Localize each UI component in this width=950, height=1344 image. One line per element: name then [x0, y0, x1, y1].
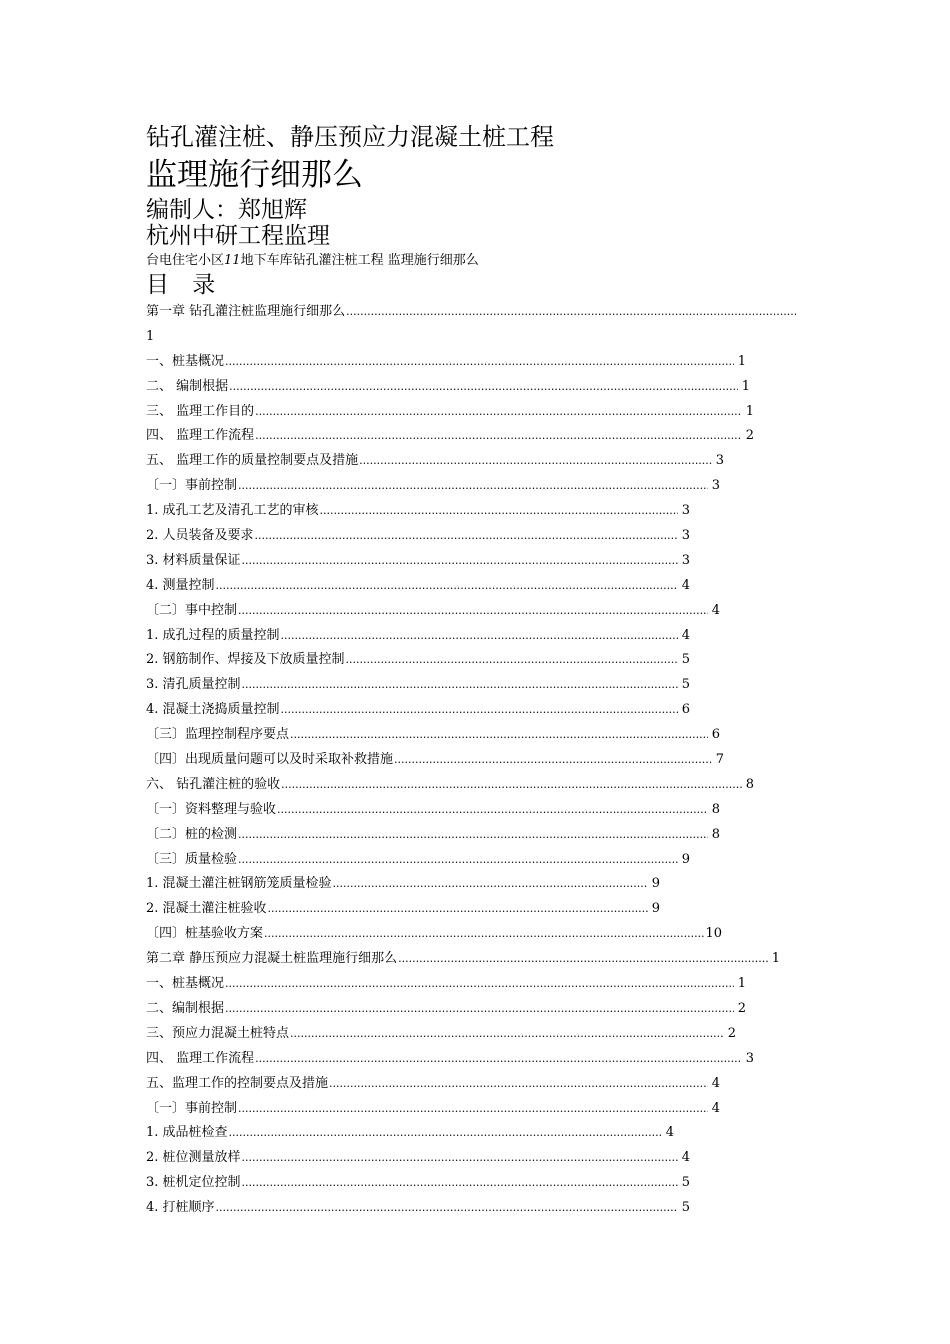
toc-entry-label: 四、 监理工作流程	[146, 1050, 255, 1066]
toc-entry-page: 10	[705, 926, 722, 942]
toc-entry-label: 4. 混凝土浇捣质量控制	[146, 702, 280, 718]
toc-entry-page: 5	[681, 677, 690, 693]
toc-entry[interactable]	[146, 1049, 754, 1074]
toc-entry-page: 3	[745, 1050, 754, 1066]
toc-entry-page: 6	[711, 727, 720, 743]
toc-entry-page: 2	[727, 1025, 736, 1041]
toc-entry-label: 〔三〕质量检验	[146, 851, 238, 867]
document-author: 编制人：郑旭辉	[146, 197, 307, 223]
toc-entry[interactable]	[146, 725, 720, 750]
toc-entry[interactable]	[146, 949, 780, 974]
document-company: 杭州中研工程监理	[146, 223, 330, 249]
toc-entry-label: 2. 钢筋制作、焊接及下放质量控制	[146, 652, 345, 668]
toc-entry-page: 9	[681, 851, 690, 867]
toc-entry[interactable]	[146, 551, 690, 576]
toc-leader-dots	[242, 1173, 678, 1193]
toc-entry[interactable]	[146, 1123, 674, 1148]
toc-leader-dots	[346, 302, 796, 322]
toc-leader-dots	[264, 924, 705, 944]
toc-entry-page: 2	[737, 1000, 746, 1016]
toc-entry[interactable]	[146, 825, 720, 850]
toc-leader-dots	[290, 1024, 724, 1044]
toc-entry-label: 一、桩基概况	[146, 353, 225, 369]
toc-entry-page: 7	[715, 752, 724, 768]
toc-entry-page: 8	[711, 826, 720, 842]
toc-entry[interactable]	[146, 924, 722, 949]
toc-entry[interactable]	[146, 1099, 720, 1124]
toc-entry-label: 3. 材料质量保证	[146, 552, 241, 568]
toc-leader-dots	[225, 974, 734, 994]
toc-entry-label: 〔三〕监理控制程序要点	[146, 727, 290, 743]
project-suffix: 地下车库钻孔灌注桩工程 监理施行细那么	[240, 253, 479, 268]
toc-leader-dots	[242, 1148, 678, 1168]
toc-entry-page: 8	[745, 776, 754, 792]
toc-entry-label: 3. 清孔质量控制	[146, 677, 241, 693]
toc-entry[interactable]	[146, 1024, 736, 1049]
toc-entry-label: 〔一〕事前控制	[146, 478, 238, 494]
toc-entry-page: 1	[737, 976, 746, 992]
toc-entry[interactable]	[146, 999, 746, 1024]
toc-entry-page: 1	[745, 403, 754, 419]
toc-leader-dots	[238, 1099, 708, 1119]
toc-entry-label: 〔一〕资料整理与验收	[146, 801, 277, 817]
toc-entry[interactable]	[146, 899, 660, 924]
toc-entry-page: 5	[681, 1200, 690, 1216]
document-title-line1: 钻孔灌注桩、静压预应力混凝土桩工程	[146, 123, 554, 151]
toc-entry-page: 5	[681, 1175, 690, 1191]
toc-entry-label: 一、桩基概况	[146, 976, 225, 992]
toc-entry-label: 1. 成孔工艺及清孔工艺的审核	[146, 503, 319, 519]
toc-entry-label: 五、监理工作的控制要点及措施	[146, 1075, 329, 1091]
toc-entry[interactable]	[146, 1148, 690, 1173]
toc-leader-dots	[359, 451, 712, 471]
toc-entry-page: 3	[681, 503, 690, 519]
toc-entry[interactable]	[146, 302, 796, 327]
toc-entry-label: 六、 钻孔灌注桩的验收	[146, 776, 281, 792]
toc-entry[interactable]	[146, 1198, 690, 1223]
toc-entry-label: 〔二〕事中控制	[146, 602, 238, 618]
toc-entry-label: 4. 测量控制	[146, 577, 215, 593]
toc-entry[interactable]	[146, 700, 690, 725]
toc-entry-label: 1. 成孔过程的质量控制	[146, 627, 280, 643]
toc-entry-label: 〔四〕桩基验收方案	[146, 926, 264, 942]
toc-entry-label: 四、 监理工作流程	[146, 428, 255, 444]
toc-entry-page: 4	[711, 1075, 720, 1091]
toc-entry-label: 第二章 静压预应力混凝土桩监理施行细那么	[146, 951, 398, 967]
toc-entry-page: 1	[737, 353, 746, 369]
toc-entry-label: 〔四〕出现质量问题可以及时采取补救措施	[146, 752, 394, 768]
toc-entry[interactable]	[146, 800, 720, 825]
toc-entry-label: 1. 混凝土灌注桩钢筋笼质量检验	[146, 876, 332, 892]
document-title-line2: 监理施行细那么	[146, 157, 363, 193]
toc-leader-dots	[281, 700, 678, 720]
toc-leader-dots	[333, 874, 648, 894]
toc-entry-page: 4	[711, 1100, 720, 1116]
project-number: 11	[224, 253, 241, 268]
toc-leader-dots	[255, 1049, 742, 1069]
toc-entry[interactable]	[146, 451, 724, 476]
toc-leader-dots	[320, 501, 678, 521]
toc-entry-page: 3	[715, 453, 724, 469]
toc-leader-dots	[242, 551, 678, 571]
toc-entry-page: 6	[681, 702, 690, 718]
toc-entry-page: 9	[651, 876, 660, 892]
toc-entry-label: 2. 人员装备及要求	[146, 528, 254, 544]
toc-entry-label: 1. 成品桩检查	[146, 1125, 228, 1141]
toc-leader-dots	[394, 750, 712, 770]
toc-entry[interactable]	[146, 650, 690, 675]
toc-leader-dots	[229, 1123, 662, 1143]
toc-leader-dots	[238, 850, 678, 870]
toc-leader-dots	[238, 476, 708, 496]
toc-entry[interactable]	[146, 974, 746, 999]
toc-entry[interactable]	[146, 626, 690, 651]
toc-entry[interactable]	[146, 874, 660, 899]
toc-entry-page: 4	[681, 577, 690, 593]
toc-entry[interactable]	[146, 377, 750, 402]
toc-entry[interactable]	[146, 327, 806, 352]
toc-entry[interactable]	[146, 352, 746, 377]
toc-entry-label: 〔一〕事前控制	[146, 1100, 238, 1116]
toc-leader-dots	[238, 825, 708, 845]
toc-entry-label: 五、 监理工作的质量控制要点及措施	[146, 453, 359, 469]
toc-entry-label: 1	[146, 328, 155, 344]
project-line	[146, 252, 479, 270]
toc-entry[interactable]	[146, 1074, 720, 1099]
toc-entry-label: 3. 桩机定位控制	[146, 1175, 241, 1191]
toc-entry-page: 4	[711, 602, 720, 618]
toc-entry-page: 4	[681, 627, 690, 643]
toc-entry-page: 4	[681, 1150, 690, 1166]
toc-entry[interactable]	[146, 750, 724, 775]
toc-entry[interactable]	[146, 775, 754, 800]
toc-entry-label: 2. 桩位测量放样	[146, 1150, 241, 1166]
toc-entry-page: 3	[681, 552, 690, 568]
toc-leader-dots	[242, 675, 678, 695]
toc-leader-dots	[255, 426, 742, 446]
toc-leader-dots	[281, 775, 742, 795]
toc-entry[interactable]	[146, 501, 690, 526]
toc-leader-dots	[281, 626, 678, 646]
toc-entry-label: 三、预应力混凝土桩特点	[146, 1025, 290, 1041]
project-prefix: 台电住宅小区	[146, 253, 225, 268]
toc-leader-dots	[216, 1198, 678, 1218]
toc-entry-page: 4	[665, 1125, 674, 1141]
toc-leader-dots	[229, 377, 738, 397]
toc-entry[interactable]	[146, 1173, 690, 1198]
toc-entry-page: 3	[711, 478, 720, 494]
toc-heading: 目 录	[146, 272, 224, 298]
table-of-contents	[146, 302, 806, 1223]
toc-leader-dots	[216, 576, 678, 596]
toc-entry-label: 二、编制根据	[146, 1000, 225, 1016]
toc-entry-page: 3	[681, 528, 690, 544]
toc-entry-page: 5	[681, 652, 690, 668]
toc-entry[interactable]	[146, 675, 690, 700]
toc-leader-dots	[277, 800, 708, 820]
toc-entry-page: 9	[651, 901, 660, 917]
toc-entry[interactable]	[146, 601, 720, 626]
toc-leader-dots	[255, 402, 742, 422]
toc-entry-page: 1	[771, 951, 780, 967]
toc-entry-page: 1	[741, 378, 750, 394]
toc-entry-label: 〔二〕桩的检测	[146, 826, 238, 842]
toc-leader-dots	[225, 352, 734, 372]
toc-entry-page: 8	[711, 801, 720, 817]
toc-entry-page: 2	[745, 428, 754, 444]
toc-leader-dots	[238, 601, 708, 621]
toc-entry-label: 第一章 钻孔灌注桩监理施行细那么	[146, 304, 346, 319]
toc-entry-label: 三、 监理工作目的	[146, 403, 255, 419]
toc-entry-label: 二、 编制根据	[146, 378, 229, 394]
toc-leader-dots	[290, 725, 708, 745]
toc-leader-dots	[255, 526, 678, 546]
toc-leader-dots	[329, 1074, 708, 1094]
toc-entry[interactable]	[146, 526, 690, 551]
toc-entry[interactable]	[146, 426, 754, 451]
toc-leader-dots	[398, 949, 768, 969]
toc-entry[interactable]	[146, 476, 720, 501]
toc-leader-dots	[268, 899, 648, 919]
toc-leader-dots	[225, 999, 734, 1019]
toc-entry[interactable]	[146, 576, 690, 601]
toc-leader-dots	[346, 650, 678, 670]
toc-entry[interactable]	[146, 850, 690, 875]
toc-entry[interactable]	[146, 402, 754, 427]
toc-entry-label: 2. 混凝土灌注桩验收	[146, 901, 267, 917]
toc-entry-label: 4. 打桩顺序	[146, 1200, 215, 1216]
